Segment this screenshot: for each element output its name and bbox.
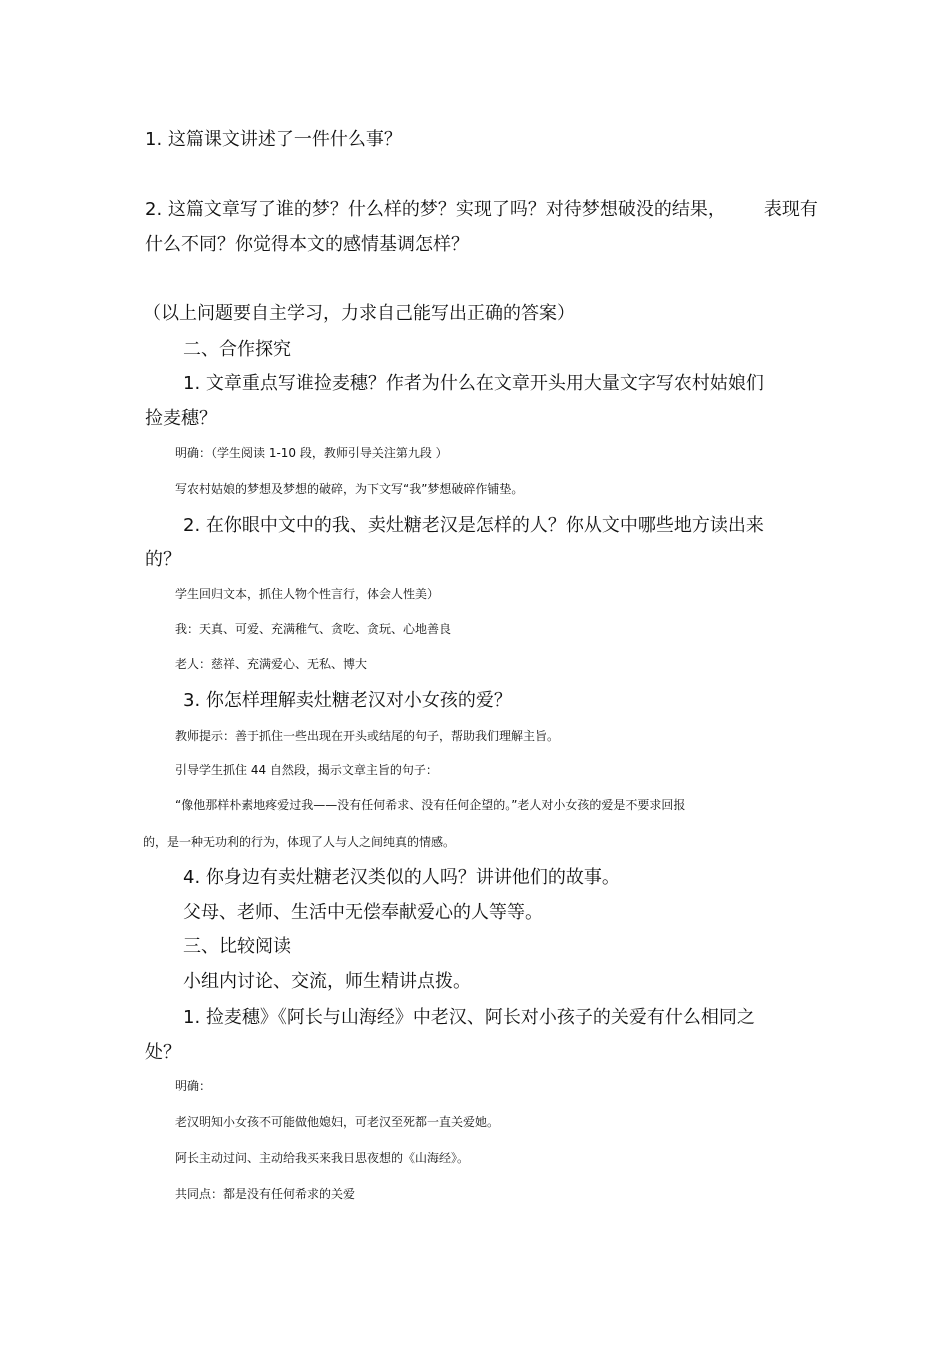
- question-2-line-2: 什么不同？你觉得本文的感情基调怎样？: [145, 234, 469, 255]
- coop-answer-3-line-4: 的，是一种无功利的行为，体现了人与人之间纯真的情感。: [143, 835, 456, 849]
- compare-question-1-line-1: 1. 捡麦穗》《阿长与山海经》中老汉、阿长对小孩子的关爱有什么相同之: [183, 1007, 755, 1028]
- coop-answer-2-line-3: 老人：慈祥、充满爱心、无私、博大: [175, 657, 368, 671]
- coop-answer-4: 父母、老师、生活中无偿奉献爱心的人等等。: [183, 902, 543, 923]
- question-1: 1. 这篇课文讲述了一件什么事？: [145, 129, 402, 150]
- coop-answer-1-line-1: 明确：（学生阅读 1-10 段，教师引导关注第九段 ）: [175, 446, 448, 460]
- section-3-intro: 小组内讨论、交流，师生精讲点拨。: [183, 971, 471, 992]
- coop-question-2-line-2: 的？: [145, 549, 181, 570]
- coop-question-4: 4. 你身边有卖灶糖老汉类似的人吗？讲讲他们的故事。: [183, 867, 620, 888]
- coop-answer-1-line-2: 写农村姑娘的梦想及梦想的破碎，为下文写“我”梦想破碎作铺垫。: [175, 482, 524, 496]
- compare-answer-line-2: 阿长主动过问、主动给我买来我日思夜想的《山海经》。: [175, 1151, 470, 1165]
- coop-answer-2-line-2: 我：天真、可爱、充满稚气、贪吃、贪玩、心地善良: [175, 622, 452, 636]
- question-2-text: 2. 这篇文章写了谁的梦？什么样的梦？实现了吗？对待梦想破没的结果，: [145, 199, 726, 220]
- coop-question-3: 3. 你怎样理解卖灶糖老汉对小女孩的爱？: [183, 690, 512, 711]
- coop-question-1-line-2: 捡麦穗？: [145, 408, 217, 429]
- section-3-heading: 三、比较阅读: [183, 936, 291, 957]
- coop-question-2-line-1: 2. 在你眼中文中的我、卖灶糖老汉是怎样的人？你从文中哪些地方读出来: [183, 515, 764, 536]
- coop-answer-2-line-1: 学生回归文本，抓住人物个性言行，体会人性美）: [175, 587, 440, 601]
- coop-answer-3-line-2: 引导学生抓住 44 自然段，揭示文章主旨的句子：: [175, 763, 438, 777]
- coop-answer-3-line-1: 教师提示：善于抓住一些出现在开头或结尾的句子，帮助我们理解主旨。: [175, 729, 560, 743]
- self-study-note: （以上问题要自主学习，力求自己能写出正确的答案）: [143, 303, 575, 324]
- coop-question-1-line-1: 1. 文章重点写谁捡麦穗？作者为什么在文章开头用大量文字写农村姑娘们: [183, 373, 764, 394]
- question-2-line-1: [145, 201, 818, 219]
- question-2-tail: 表现有: [763, 199, 818, 220]
- compare-answer-line-3: 共同点：都是没有任何希求的关爱: [175, 1187, 356, 1201]
- compare-answer-line-1: 老汉明知小女孩不可能做他媳妇，可老汉至死都一直关爱她。: [175, 1115, 500, 1129]
- compare-question-1-line-2: 处？: [145, 1042, 181, 1063]
- coop-answer-3-line-3: “像他那样朴素地疼爱过我——没有任何希求、没有任何企望的。”老人对小女孩的爱是不要求回报: [175, 798, 686, 812]
- section-2-heading: 二、合作探究: [183, 339, 291, 360]
- compare-answer-label: 明确：: [175, 1079, 212, 1093]
